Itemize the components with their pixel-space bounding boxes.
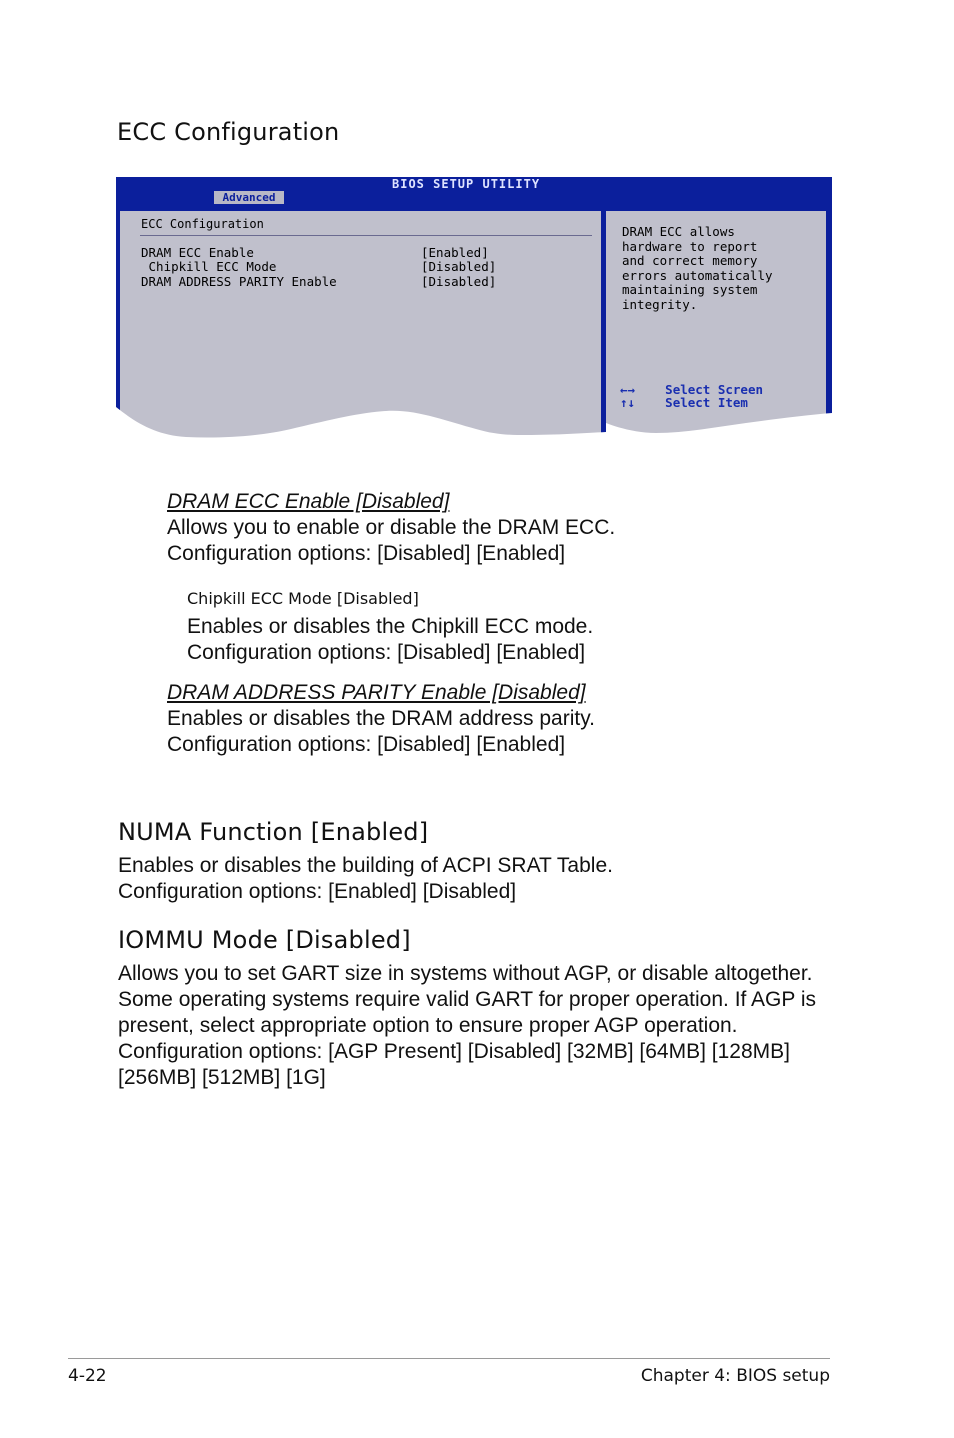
left-right-arrows-icon: ←→ <box>620 382 636 397</box>
numa-config: Configuration options: [Enabled] [Disabled] <box>118 880 517 903</box>
option-desc: Enables or disables the DRAM address parity. <box>167 707 595 730</box>
bios-screenshot <box>116 177 832 439</box>
numa-desc: Enables or disables the building of ACPI SRAT Table. <box>118 854 613 877</box>
bios-item-value[interactable]: [Disabled] <box>421 259 497 274</box>
torn-edge <box>116 177 832 439</box>
help-line: errors automatically <box>622 267 773 283</box>
option-desc: Allows you to enable or disable the DRAM ECC. <box>167 516 616 539</box>
option-heading-chipkill: Chipkill ECC Mode [Disabled] <box>187 589 419 608</box>
help-line: DRAM ECC allows <box>622 224 735 239</box>
tab-advanced[interactable]: Advanced <box>214 191 284 204</box>
option-config: Configuration options: [Disabled] [Enabled] <box>167 733 566 756</box>
nav-action: Select Screen <box>665 382 764 397</box>
option-config: Configuration options: [Disabled] [Enabled] <box>187 641 586 664</box>
section-title: ECC Configuration <box>117 118 340 146</box>
help-line: hardware to report <box>622 238 758 254</box>
iommu-heading: IOMMU Mode [Disabled] <box>118 926 411 954</box>
bios-panel-heading: ECC Configuration <box>141 217 264 231</box>
up-down-arrows-icon: ↑↓ <box>620 395 636 410</box>
footer-divider <box>68 1358 830 1359</box>
iommu-line: Some operating systems require valid GART for proper operation. If AGP is <box>118 988 817 1011</box>
iommu-line: Configuration options: [AGP Present] [Disabled] [32MB] [64MB] [128MB] <box>118 1040 790 1063</box>
bios-item-value[interactable]: [Enabled] <box>421 245 489 260</box>
bios-item-label[interactable]: Chipkill ECC Mode <box>141 259 277 274</box>
bios-item-value[interactable]: [Disabled] <box>421 274 497 289</box>
iommu-line: [256MB] [512MB] [1G] <box>118 1066 326 1089</box>
page-number: 4-22 <box>68 1366 107 1386</box>
bios-item-label[interactable]: DRAM ADDRESS PARITY Enable <box>141 274 337 289</box>
help-line: and correct memory <box>622 253 758 268</box>
option-desc: Enables or disables the Chipkill ECC mode. <box>187 615 594 638</box>
nav-action: Select Item <box>665 395 748 410</box>
option-config: Configuration options: [Disabled] [Enabled] <box>167 542 566 565</box>
numa-heading: NUMA Function [Enabled] <box>118 818 429 846</box>
chapter-label: Chapter 4: BIOS setup <box>640 1366 830 1386</box>
iommu-line: Allows you to set GART size in systems without AGP, or disable altogether. <box>118 962 813 985</box>
help-line: maintaining system <box>622 282 758 297</box>
option-heading-dram-ecc: DRAM ECC Enable [Disabled] <box>167 490 450 513</box>
bios-item-label[interactable]: DRAM ECC Enable <box>141 245 254 260</box>
help-line: integrity. <box>622 296 698 312</box>
iommu-line: present, select appropriate option to ensure proper AGP operation. <box>118 1014 738 1037</box>
option-heading-dram-parity: DRAM ADDRESS PARITY Enable [Disabled] <box>167 681 586 704</box>
bios-title: BIOS SETUP UTILITY <box>392 177 541 191</box>
